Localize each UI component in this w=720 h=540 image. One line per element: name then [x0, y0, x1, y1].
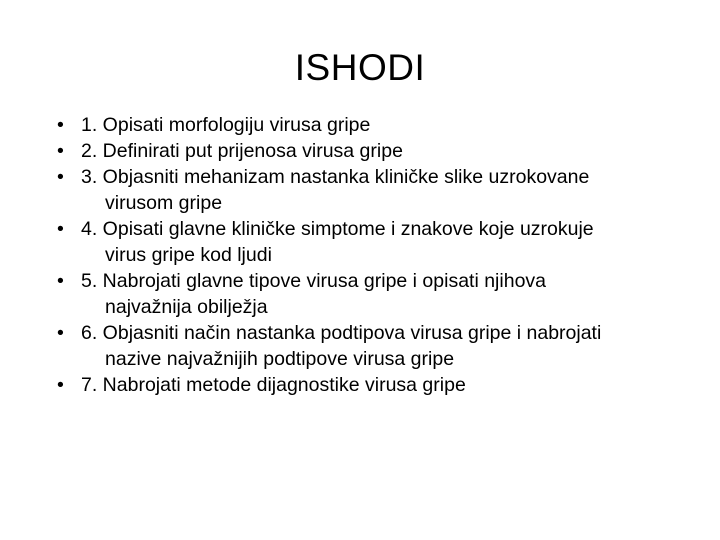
- item-text: 4. Opisati glavne kliničke simptome i znakove koje uzrokuje: [81, 218, 594, 240]
- item-text-continuation: virusom gripe: [105, 192, 223, 214]
- item-text: 5. Nabrojati glavne tipove virusa gripe i opisati njihova: [81, 270, 547, 292]
- list-item: [57, 320, 697, 372]
- outcomes-list: [57, 112, 697, 398]
- bullet-icon: •: [57, 140, 64, 162]
- item-text-continuation: najvažnija obilježja: [105, 296, 268, 318]
- item-text-continuation: virus gripe kod ljudi: [105, 244, 272, 266]
- list-item: [57, 138, 697, 164]
- list-item: [57, 372, 697, 398]
- list-item: [57, 164, 697, 216]
- bullet-icon: •: [57, 218, 64, 240]
- bullet-icon: •: [57, 114, 64, 136]
- list-item: [57, 112, 697, 138]
- item-text-continuation: nazive najvažnijih podtipove virusa gripe: [105, 348, 455, 370]
- item-text: 7. Nabrojati metode dijagnostike virusa gripe: [81, 374, 466, 396]
- bullet-icon: •: [57, 166, 64, 188]
- item-text: 2. Definirati put prijenosa virusa gripe: [81, 140, 403, 162]
- slide-title: ISHODI: [294, 47, 426, 88]
- list-item: [57, 216, 697, 268]
- bullet-icon: •: [57, 322, 64, 344]
- item-text: 3. Objasniti mehanizam nastanka kliničke slike uzrokovane: [81, 166, 590, 188]
- bullet-icon: •: [57, 270, 64, 292]
- list-item: [57, 268, 697, 320]
- bullet-icon: •: [57, 374, 64, 396]
- item-text: 6. Objasniti način nastanka podtipova virusa gripe i nabrojati: [81, 322, 602, 344]
- item-text: 1. Opisati morfologiju virusa gripe: [81, 114, 371, 136]
